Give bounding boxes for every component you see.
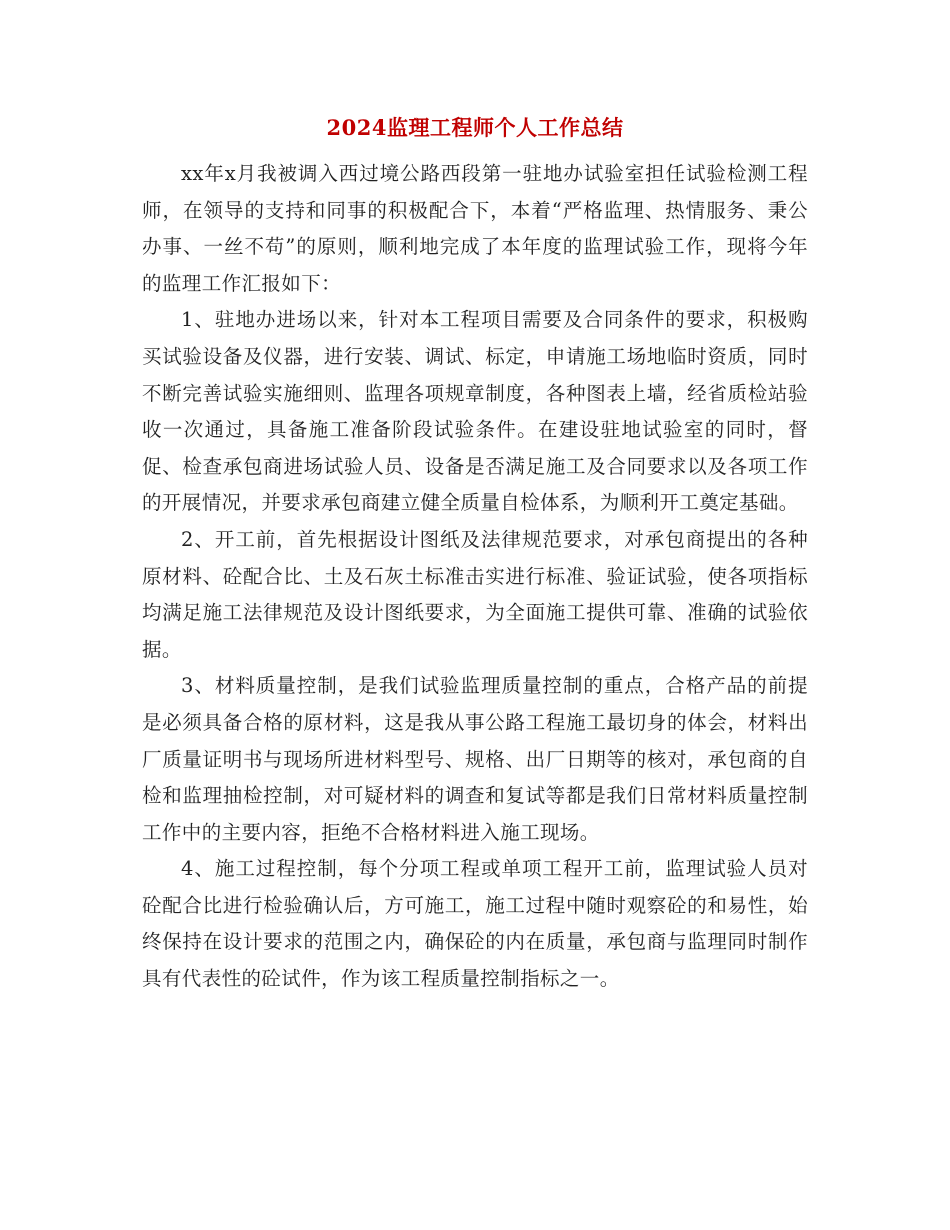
paragraph-item-3: 3、材料质量控制，是我们试验监理质量控制的重点，合格产品的前提是必须具备合格的原材料，这是我从事公路工程施工最切身的体会，材料出厂质量证明书与现场所进材料型号、规格、出厂日期等的核对，承包商的自检和监理抽检控制，对可疑材料的调查和复试等都是我们日常材料质量控制工作中的主要内容，拒绝不合格材料进入施工现场。 [142, 674, 808, 844]
document-title: 2024监理工程师个人工作总结 [326, 115, 624, 140]
paragraph-item-2: 2、开工前，首先根据设计图纸及法律规范要求，对承包商提出的各种原材料、砼配合比、土及石灰土标准击实进行标准、验证试验，使各项指标均满足施工法律规范及设计图纸要求，为全面施工提供可靠、准确的试验依据。 [142, 527, 808, 661]
paragraph-intro: xx年x月我被调入西过境公路西段第一驻地办试验室担任试验检测工程师，在领导的支持和同事的积极配合下，本着“严格监理、热情服务、秉公办事、一丝不苟”的原则，顺利地完成了本年度的监理试验工作，现将今年的监理工作汇报如下： [142, 162, 808, 295]
paragraph-item-4: 4、施工过程控制，每个分项工程或单项工程开工前，监理试验人员对砼配合比进行检验确认后，方可施工，施工过程中随时观察砼的和易性，始终保持在设计要求的范围之内，确保砼的内在质量，承包商与监理同时制作具有代表性的砼试件，作为该工程质量控制指标之一。 [142, 857, 808, 991]
paragraph-item-1: 1、驻地办进场以来，针对本工程项目需要及合同条件的要求，积极购买试验设备及仪器，进行安装、调试、标定，申请施工场地临时资质，同时不断完善试验实施细则、监理各项规章制度，各种图表上墙，经省质检站验收一次通过，具备施工准备阶段试验条件。在建设驻地试验室的同时，督促、检查承包商进场试验人员、设备是否满足施工及合同要求以及各项工作的开展情况，并要求承包商建立健全质量自检体系，为顺利开工奠定基础。 [142, 308, 808, 515]
document-body [142, 156, 808, 998]
